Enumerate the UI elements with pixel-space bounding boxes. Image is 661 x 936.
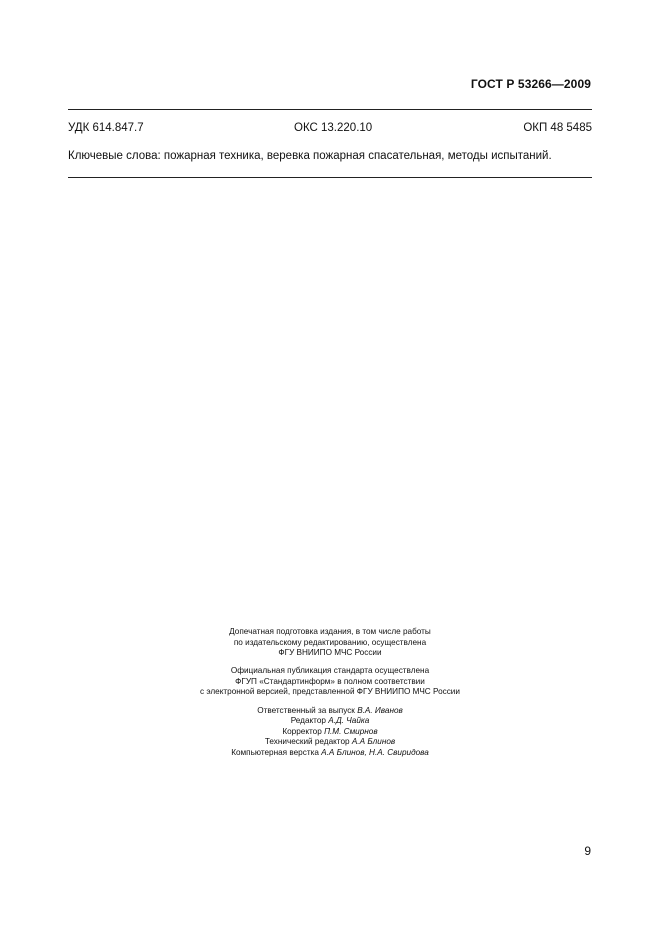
credit-name: А.А Блинов bbox=[351, 737, 396, 747]
top-rule bbox=[68, 109, 592, 110]
credit-name: В.А. Иванов bbox=[357, 705, 403, 715]
publication-line: ФГУП «Стандартинформ» в полном соответствии bbox=[235, 676, 425, 686]
credit-line bbox=[130, 748, 530, 759]
prepress-line: по издательскому редактированию, осуществлена bbox=[233, 637, 427, 647]
credit-role: Компьютерная верстка bbox=[231, 747, 319, 757]
credit-name: А.А Блинов, Н.А. Свиридова bbox=[321, 747, 429, 757]
udk-code: УДК 614.847.7 bbox=[68, 122, 144, 134]
credit-line bbox=[130, 716, 530, 727]
credits-list bbox=[130, 706, 530, 759]
credit-name: П.М. Смирнов bbox=[324, 726, 378, 736]
credit-line bbox=[130, 737, 530, 748]
document-code: ГОСТ Р 53266—2009 bbox=[470, 77, 591, 91]
credit-name: А.Д. Чайка bbox=[328, 716, 370, 726]
publication-line: Официальная публикация стандарта осуществлена bbox=[230, 666, 430, 676]
bottom-rule bbox=[68, 177, 592, 178]
publication-note bbox=[130, 666, 530, 698]
oks-code: ОКС 13.220.10 bbox=[294, 122, 373, 134]
prepress-line: Допечатная подготовка издания, в том числе работы bbox=[229, 627, 431, 636]
publication-line: с электронной версией, представленной ФГУ ВНИИПО МЧС России bbox=[200, 687, 460, 697]
prepress-note bbox=[130, 627, 530, 659]
credit-line bbox=[130, 706, 530, 717]
credit-role: Технический редактор bbox=[264, 737, 350, 747]
credit-line bbox=[130, 727, 530, 738]
prepress-line: ФГУ ВНИИПО МЧС России bbox=[278, 648, 382, 658]
imprint-block bbox=[130, 627, 530, 766]
credit-role: Ответственный за выпуск bbox=[257, 705, 355, 715]
keywords-line: Ключевые слова: пожарная техника, веревка пожарная спасательная, методы испытаний. bbox=[68, 150, 552, 162]
page-number: 9 bbox=[584, 844, 591, 858]
okp-code: ОКП 48 5485 bbox=[523, 122, 592, 134]
credit-role: Редактор bbox=[290, 716, 326, 726]
credit-role: Корректор bbox=[282, 726, 322, 736]
